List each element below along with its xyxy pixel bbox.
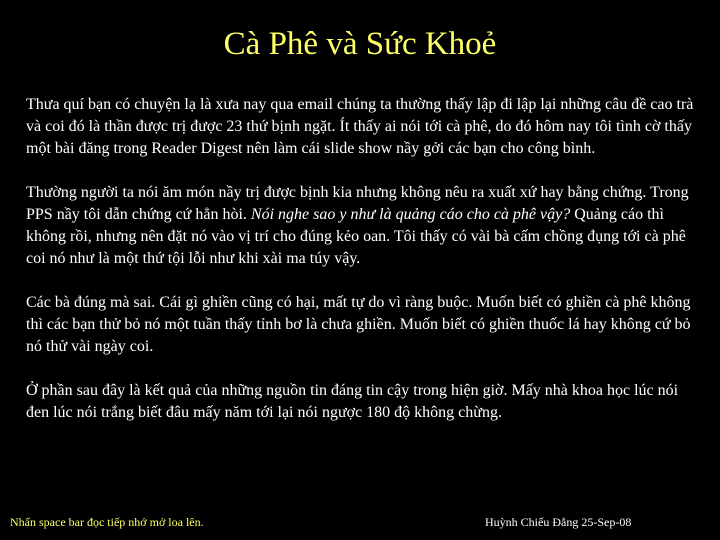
slide-title: Cà Phê và Sức Khoẻ bbox=[223, 26, 497, 62]
paragraph-2-text-before: Thường người ta nói ăm món nầy trị được bịnh kia nhưng không nêu ra xuất xứ hay bằng chứng. Trong PPS nầy tôi dẫn chứng cứ hẳn hòi. bbox=[26, 184, 689, 223]
paragraph-2-italic-question: Nói nghe sao y như là quảng cáo cho cà phê vậy? bbox=[250, 206, 571, 223]
footer-instruction: Nhấn space bar đọc tiếp nhớ mở loa lên. bbox=[10, 515, 204, 529]
paragraph-3: Các bà đúng mà sai. Cái gì ghiền cũng có hại, mất tự do vì ràng buộc. Muốn biết có ghiền cà phê không thì các bạn thử bỏ nó một tuần thấy tỉnh bơ là chưa ghiền. Muốn biết có ghiền thuốc lá hay không cứ bỏ nó thử vài ngày coi. bbox=[26, 294, 691, 355]
slide-body bbox=[26, 94, 698, 446]
footer-author-date: Huỳnh Chiếu Đẳng 25-Sep-08 bbox=[485, 515, 632, 529]
paragraph-1: Thưa quí bạn có chuyện lạ là xưa nay qua email chúng ta thường thấy lập đi lập lại những câu đề cao trà và coi đó là thần được trị được 23 thứ bịnh ngặt. Ít thấy ai nói tới cà phê, do đó hôm nay tôi tình cờ thấy một bài đăng trong Reader Digest nên làm cái slide show nầy gởi các bạn cho công bình. bbox=[26, 96, 694, 157]
paragraph-2-text-after: Quảng cáo thì không rồi, nhưng nên đặt nó vào vị trí cho đúng kẻo oan. Tôi thấy có vài bà cấm chồng đụng tới cà phê coi nó như là một thứ tội lỗi như khi xài ma túy vậy. bbox=[26, 206, 686, 267]
paragraph-4: Ở phần sau đây là kết quả của những nguồn tin đáng tin cậy trong hiện giờ. Mấy nhà khoa học lúc nói đen lúc nói trắng biết đâu mấy năm tới lại nói ngược 180 độ không chừng. bbox=[26, 382, 679, 421]
paragraph-2 bbox=[26, 182, 698, 270]
